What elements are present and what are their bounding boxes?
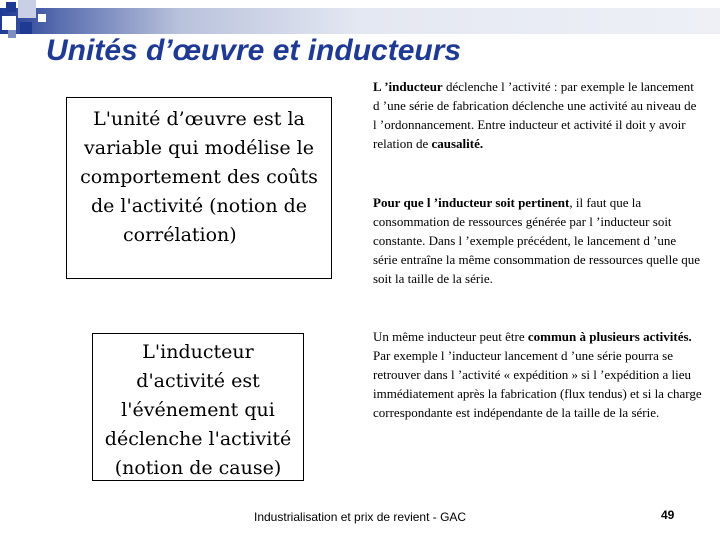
deco-square-5 <box>38 14 46 22</box>
paragraph-commun <box>373 327 703 422</box>
box2-line: l'événement qui <box>121 399 275 421</box>
deco-square-1 <box>6 2 16 12</box>
p3-text1: Par exemple l ’inducteur lancement d ’une série pourra se retrouver dans l ’activité « expédition » si l ’expédition a lieu immédiatement après la fabrication (flux tendus) et si la charge correspondante est indépendante de la taille de la série. <box>373 348 702 420</box>
page-number: 49 <box>661 508 675 522</box>
paragraph-pertinence <box>373 193 703 288</box>
footer-text: Industrialisation et prix de revient - GAC <box>254 510 467 524</box>
paragraph-inducteur <box>373 77 703 153</box>
deco-square-4 <box>20 22 32 34</box>
p1-lead: L ’inducteur <box>373 79 443 94</box>
box2-line: déclenche l'activité <box>104 428 292 450</box>
box1-line: L'unité d’œuvre est la <box>93 108 305 130</box>
box2-line: d'activité est <box>136 370 260 392</box>
p1-bold: causalité. <box>431 136 484 151</box>
box1-line: de l'activité (notion de <box>90 195 308 217</box>
box1-line: comportement des coûts <box>80 166 318 188</box>
box1-line: variable qui modélise le <box>84 137 314 159</box>
slide-title: Unités d’œuvre et inducteurs <box>46 34 462 67</box>
deco-square-3 <box>2 16 16 30</box>
p3-bold: commun à plusieurs activités. <box>527 329 692 344</box>
p1-text: déclenche l ’activité : par exemple le lancement d ’une série de fabrication déclenche une activité au niveau de l ’ordonnancement. Entre inducteur et activité il doit y avoir relation de <box>373 79 697 151</box>
unite-oeuvre-box <box>66 97 332 279</box>
box1-line: corrélation) <box>123 224 237 246</box>
p2-lead: Pour que l ’inducteur soit pertinent <box>373 195 570 210</box>
header-band <box>0 8 720 34</box>
inducteur-box <box>92 333 304 481</box>
box2-line: L'inducteur <box>142 341 254 363</box>
p3-text0: Un même inducteur peut être <box>373 329 528 344</box>
deco-square-2 <box>18 0 36 18</box>
p2-text: , il faut que la consommation de ressources générée par l ’inducteur soit constante. Dans l ’exemple précédent, le lancement d ’une série entraîne la même consommation de ressources quelle que soit la taille de la série. <box>373 195 701 286</box>
deco-square-6 <box>8 30 16 38</box>
box2-line: (notion de cause) <box>114 457 282 479</box>
